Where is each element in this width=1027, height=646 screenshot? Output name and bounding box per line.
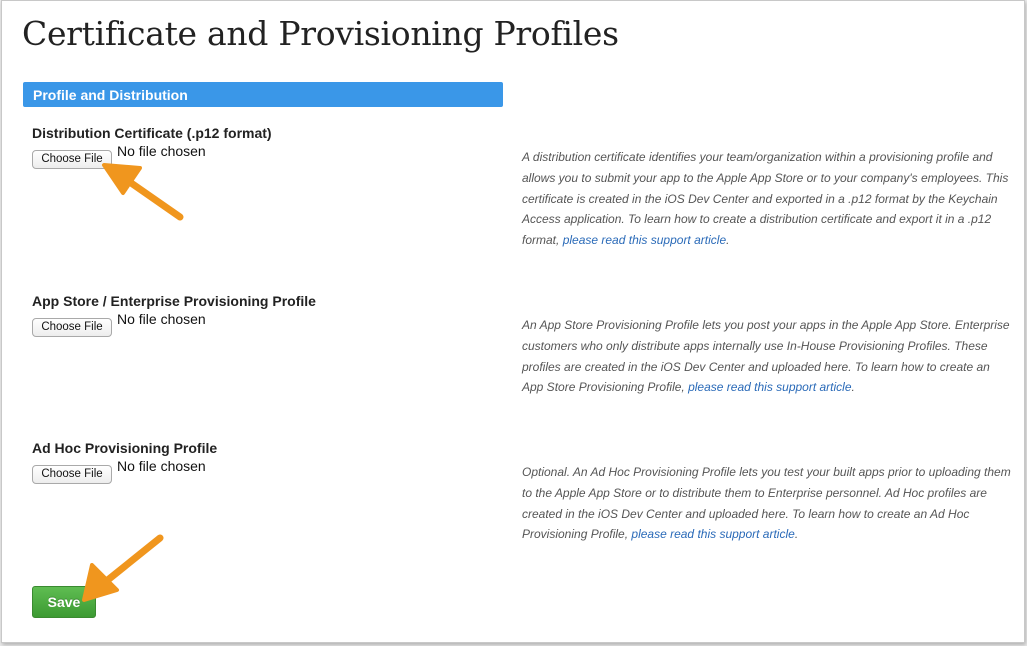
distribution-certificate-file-status: No file chosen	[117, 143, 206, 159]
save-button[interactable]: Save	[32, 586, 96, 618]
app-store-profile-choose-file-button[interactable]: Choose File	[32, 318, 112, 337]
app-store-profile-help-text	[522, 315, 1014, 398]
ad-hoc-profile-help-text	[522, 462, 1014, 545]
help-text-body: An App Store Provisioning Profile lets you post your apps in the Apple App Store. Enterprise customers who only distribute apps internally use In-House Provisioning Profiles. These profiles are created in the iOS Dev Center and uploaded here. To learn how to create an App Store Provisioning Profile,	[522, 318, 1010, 395]
distribution-certificate-label: Distribution Certificate (.p12 format)	[32, 125, 272, 141]
help-text-body: Optional. An Ad Hoc Provisioning Profile lets you test your built apps prior to uploading them to the Apple App Store or to distribute them to Enterprise personnel. Ad Hoc profiles are created in the iOS Dev Center and uploaded here. To learn how to create an Ad Hoc Provisioning Profile,	[522, 465, 1011, 542]
app-store-profile-file-status: No file chosen	[117, 311, 206, 327]
help-text-body: A distribution certificate identifies your team/organization within a provisioning profile and allows you to submit your app to the Apple App Store or to your company's employees. This certificate is created in the iOS Dev Center and exported in a .p12 format by the Keychain Access application. To learn how to create a distribution certificate and export it in a .p12 format,	[522, 150, 1009, 248]
ad-hoc-profile-choose-file-button[interactable]: Choose File	[32, 465, 112, 484]
help-text-trailing: .	[851, 380, 855, 395]
help-text-trailing: .	[794, 527, 799, 542]
help-text-trailing: .	[726, 233, 730, 248]
app-store-profile-label: App Store / Enterprise Provisioning Profile	[32, 293, 316, 309]
support-article-link[interactable]: please read this support article	[562, 233, 727, 248]
ad-hoc-profile-label: Ad Hoc Provisioning Profile	[32, 440, 218, 456]
support-article-link[interactable]: please read this support article	[631, 527, 795, 542]
page-frame	[1, 0, 1025, 643]
page-title: Certificate and Provisioning Profiles	[22, 14, 619, 53]
distribution-certificate-help-text	[522, 147, 1014, 251]
distribution-certificate-choose-file-button[interactable]: Choose File	[32, 150, 112, 169]
ad-hoc-profile-file-status: No file chosen	[117, 458, 206, 474]
support-article-link[interactable]: please read this support article	[688, 380, 852, 395]
section-header: Profile and Distribution	[23, 82, 503, 107]
